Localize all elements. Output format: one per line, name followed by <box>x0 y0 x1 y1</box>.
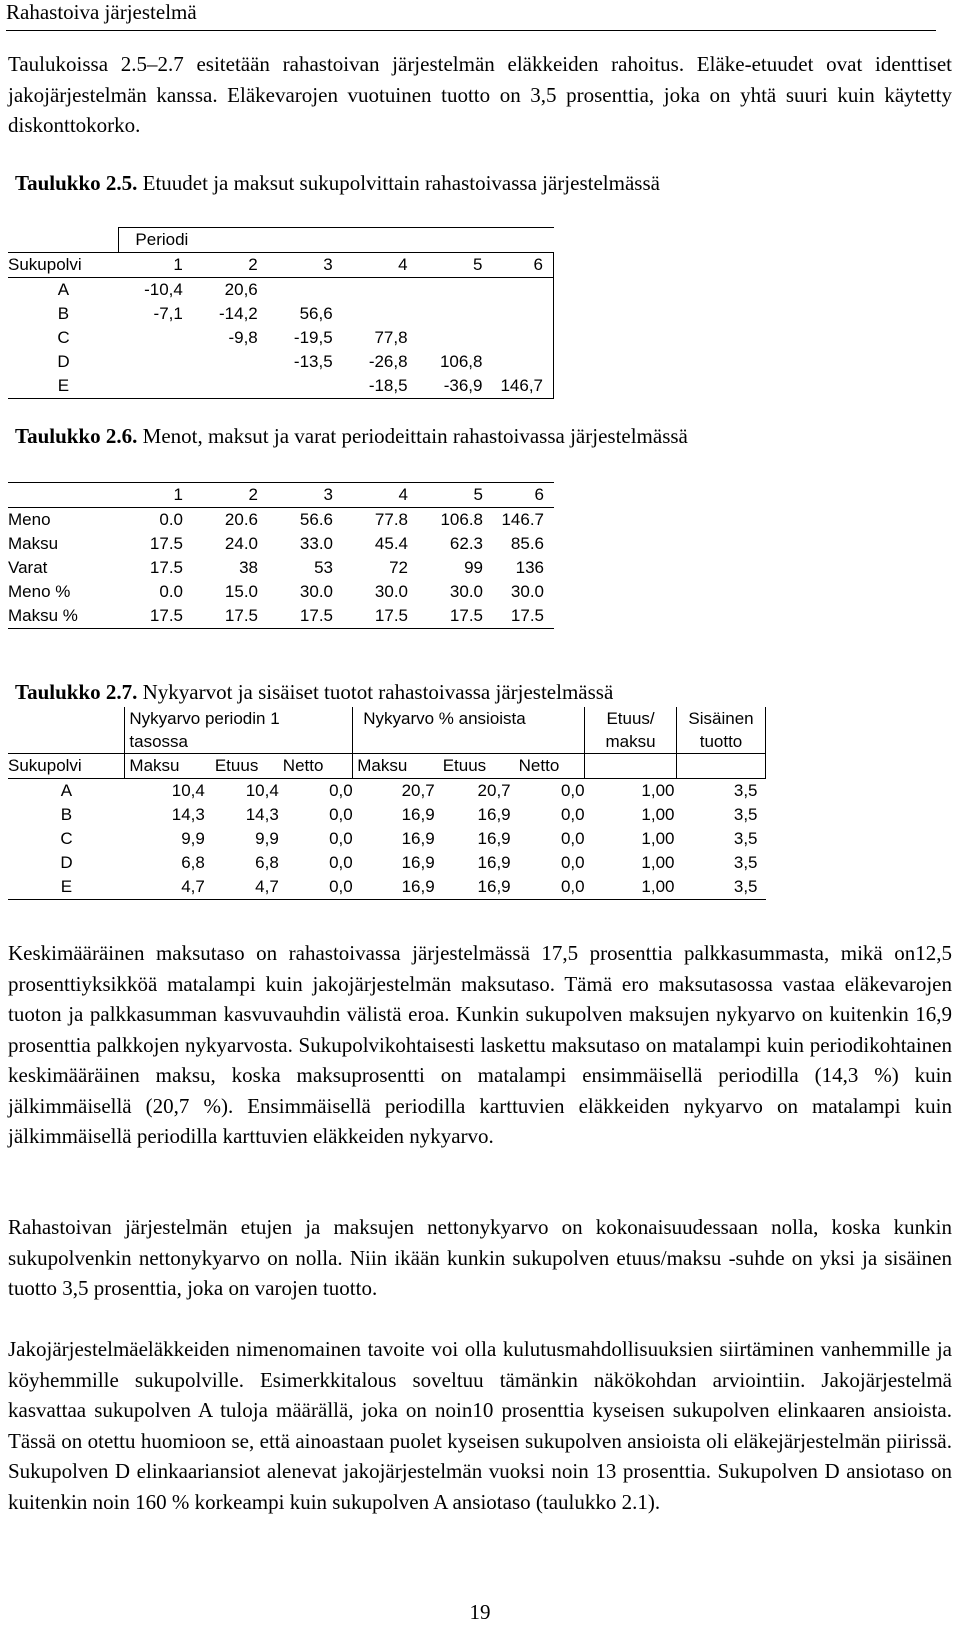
period-cell: 3 <box>258 483 333 508</box>
table-cell: -13,5 <box>293 352 333 371</box>
table-cell: 3,5 <box>733 829 758 848</box>
subcol-header: Netto <box>511 754 585 779</box>
table-2-5-header-row <box>8 253 554 278</box>
irr-line2: tuotto <box>699 732 743 751</box>
table-cell: 20.6 <box>224 510 258 529</box>
page-number: 19 <box>469 1600 491 1624</box>
table-cell: 0.0 <box>159 510 183 529</box>
table-cell: 3,5 <box>677 875 766 900</box>
table-cell: 30.0 <box>299 582 333 601</box>
table-cell: 4,7 <box>205 875 279 900</box>
table-2-6-label: Taulukko 2.6. <box>15 424 138 448</box>
table-2-7-label: Taulukko 2.7. <box>15 680 138 704</box>
table-cell: 1,00 <box>641 805 675 824</box>
table-cell: 17.5 <box>119 604 183 629</box>
row-label: B <box>57 304 70 323</box>
row-label: E <box>8 374 119 399</box>
table-cell: 3,5 <box>733 781 758 800</box>
table-cell: -9,8 <box>228 328 258 347</box>
row-label: Meno % <box>8 582 71 601</box>
group1-line2: tasossa <box>129 732 188 751</box>
table-row <box>8 350 554 374</box>
table-cell: -14,2 <box>219 304 258 323</box>
table-cell: 14,3 <box>245 805 279 824</box>
table-cell: 30.0 <box>374 582 408 601</box>
table-2-7-caption-text: Nykyarvot ja sisäiset tuotot rahastoivassa järjestelmässä <box>142 680 614 704</box>
table-2-7-caption <box>15 677 815 707</box>
row-label: B <box>60 805 73 824</box>
table-cell: 15.0 <box>224 582 258 601</box>
table-cell <box>482 350 553 374</box>
table-cell: 3,5 <box>733 853 758 872</box>
table-cell: 106.8 <box>440 510 483 529</box>
table-row <box>8 326 554 350</box>
table-cell <box>408 302 483 326</box>
table-cell: 1,00 <box>585 875 677 900</box>
period-cell: 6 <box>482 253 553 278</box>
table-cell: 16,9 <box>435 875 511 900</box>
running-header: Rahastoiva järjestelmä <box>6 0 197 24</box>
table-cell: 17.5 <box>183 604 258 629</box>
period-cell: 3 <box>258 253 333 278</box>
table-2-7-header-row <box>8 754 766 779</box>
table-cell <box>333 302 408 326</box>
row-label: D <box>60 853 73 872</box>
table-row <box>8 604 554 629</box>
ratio-line2: maksu <box>605 732 656 751</box>
table-cell: 99 <box>464 558 483 577</box>
table-cell: 16,9 <box>477 829 511 848</box>
table-2-7 <box>8 707 766 900</box>
table-2-5-periodi-row <box>8 228 554 253</box>
table-cell: 45.4 <box>374 534 408 553</box>
table-cell <box>333 278 408 303</box>
row-label: C <box>57 328 70 347</box>
table-cell: -19,5 <box>293 328 333 347</box>
group-nykyarvo-ansioista: Nykyarvo % ansioista <box>353 707 585 754</box>
table-cell: 30.0 <box>510 582 544 601</box>
table-cell: 0,0 <box>511 875 585 900</box>
table-2-5-label: Taulukko 2.5. <box>15 171 138 195</box>
group1-line1: Nykyarvo periodin 1 <box>129 709 280 728</box>
table-cell: 56.6 <box>299 510 333 529</box>
table-cell: 146,7 <box>482 374 553 399</box>
table-cell <box>119 326 183 350</box>
table-cell: 136 <box>515 558 544 577</box>
table-cell: 0,0 <box>560 829 585 848</box>
table-2-6 <box>8 482 554 629</box>
row-label: Maksu % <box>8 604 119 629</box>
table-cell: 20,6 <box>224 280 258 299</box>
table-cell: 30.0 <box>449 582 483 601</box>
table-cell <box>258 278 333 303</box>
table-cell: 72 <box>389 558 408 577</box>
table-cell: 0,0 <box>329 805 353 824</box>
table-cell: 1,00 <box>641 781 675 800</box>
irr-line1: Sisäinen <box>688 709 754 728</box>
table-cell <box>482 302 553 326</box>
table-cell: 10,4 <box>245 781 279 800</box>
row-label: Maksu <box>8 534 59 553</box>
table-cell: 56,6 <box>299 304 333 323</box>
table-cell: 0,0 <box>329 781 353 800</box>
table-cell: 77,8 <box>374 328 408 347</box>
row-label: A <box>60 781 73 800</box>
table-cell <box>408 278 483 303</box>
table-2-5 <box>8 227 554 399</box>
subcol-header: Maksu <box>353 754 435 779</box>
table-cell: 17.5 <box>408 604 483 629</box>
table-row <box>8 827 766 851</box>
table-2-6-caption <box>15 421 735 451</box>
row-header: Sukupolvi <box>8 754 125 779</box>
table-cell: -26,8 <box>368 352 408 371</box>
intro-paragraph: Taulukoissa 2.5–2.7 esitetään rahastoivan järjestelmän eläkkeiden rahoitus. Eläke-etuudet ovat identtiset jakojärjestelmän kanssa. Eläkevarojen vuotuinen tuotto on 3,5 prosenttia, joka on yhtä suuri kuin käytetty diskonttokorko. <box>8 52 952 137</box>
table-cell <box>183 350 258 374</box>
table-cell: 4,7 <box>125 875 205 900</box>
table-cell: 17.5 <box>149 534 183 553</box>
table-cell: 9,9 <box>181 829 205 848</box>
subcol-header: Etuus <box>205 754 279 779</box>
body-paragraph-2: Rahastoivan järjestelmän etujen ja maksujen nettonykyarvo on kokonaisuudessaan nolla, koska kunkin sukupolvenkin nettonykyarvo on nolla. Niin ikään kunkin sukupolven etuus/maksu -suhde on yksi ja sisäinen tuotto 3,5 prosenttia, joka on varojen tuotto. <box>8 1215 952 1300</box>
table-cell: 16,9 <box>477 853 511 872</box>
table-cell: 16,9 <box>401 853 435 872</box>
table-cell: 77.8 <box>374 510 408 529</box>
table-cell <box>482 278 553 303</box>
table-row <box>8 532 554 556</box>
table-cell: -36,9 <box>408 374 483 399</box>
table-cell: 16,9 <box>353 875 435 900</box>
row-label: C <box>60 829 73 848</box>
table-cell <box>119 374 183 399</box>
subcol-header: Netto <box>279 754 353 779</box>
table-row <box>8 803 766 827</box>
table-cell: 17.5 <box>333 604 408 629</box>
table-row <box>8 556 554 580</box>
period-cell: 1 <box>119 483 183 508</box>
period-cell: 4 <box>333 253 408 278</box>
period-header: Periodi <box>119 228 554 253</box>
table-cell: 85.6 <box>510 534 544 553</box>
table-2-7-group-row <box>8 707 766 754</box>
table-cell: 0,0 <box>560 853 585 872</box>
row-label: Meno <box>8 510 51 529</box>
table-cell: 16,9 <box>401 829 435 848</box>
table-cell: 106,8 <box>439 352 483 371</box>
table-cell: 0,0 <box>329 829 353 848</box>
body-paragraph-3: Jakojärjestelmäeläkkeiden nimenomainen tavoite voi olla kulutusmahdollisuuksien siirtäminen vanhemmille ja köyhemmille sukupolville. Esimerkkitalous soveltuu tämänkin näkökohdan arviointiin. Jakojärjestelmä kasvattaa sukupolven A tuloja määrällä, joka on noin10 prosenttia kyseisen sukupolven elinkaaren ansioista. Tässä on otettu huomioon se, että ainoastaan puolet kyseisen sukupolven ansioista oli eläkejärjestelmän piirissä. Sukupolven D elinkaariansiot alenevat jakojärjestelmän vuoksi noin 13 prosenttia. Sukupolven D ansiotaso on kuitenkin noin 160 % korkeampi kuin sukupolven A ansiotaso (taulukko 2.1). <box>8 1337 952 1514</box>
table-cell: 1,00 <box>641 853 675 872</box>
table-row <box>8 374 554 399</box>
table-2-6-header-row <box>8 483 554 508</box>
table-cell: 53 <box>314 558 333 577</box>
period-cell: 2 <box>183 483 258 508</box>
period-cell: 4 <box>333 483 408 508</box>
table-cell: 3,5 <box>733 805 758 824</box>
body-paragraph-1: Keskimääräinen maksutaso on rahastoivassa järjestelmässä 17,5 prosenttia palkkasummasta, mikä on12,5 prosenttiyksikköä matalampi kuin jakojärjestelmän maksutaso. Tämä ero maksutasossa vastaa eläkevarojen tuoton ja palkkasumman kasvuvauhdin välistä eroa. Kunkin sukupolven maksujen nykyarvo on kuitenkin 16,9 prosenttia palkkojen nykyarvosta. Sukupolvikohtaisesti laskettu maksutaso on matalampi kuin periodikohtainen keskimääräinen maksu, koska maksuprosentti on matalampi ensimmäisellä periodilla (14,3 %) kuin jälkimmäisellä (20,7 %). Ensimmäisellä periodilla karttuvien eläkkeiden nykyarvo on matalampi kuin jälkimmäisellä periodilla karttuvien eläkkeiden nykyarvo. <box>8 941 952 1148</box>
table-cell <box>119 350 183 374</box>
table-cell: 16,9 <box>477 805 511 824</box>
row-label: D <box>57 352 70 371</box>
table-2-5-caption-text: Etuudet ja maksut sukupolvittain rahastoivassa järjestelmässä <box>142 171 660 195</box>
table-2-5-caption <box>15 168 735 198</box>
period-cell: 2 <box>183 253 258 278</box>
period-cell: 6 <box>483 483 554 508</box>
table-cell <box>482 326 553 350</box>
table-cell: 1,00 <box>641 829 675 848</box>
group-etuus-maksu <box>585 707 677 754</box>
group-sisainen-tuotto <box>677 707 766 754</box>
table-row <box>8 779 766 804</box>
table-cell: -7,1 <box>153 304 183 323</box>
row-label: Varat <box>8 558 48 577</box>
table-cell <box>258 374 333 399</box>
table-cell: 17.5 <box>483 604 554 629</box>
period-cell: 1 <box>119 253 183 278</box>
table-cell <box>408 326 483 350</box>
table-row <box>8 508 554 533</box>
table-cell: 33.0 <box>299 534 333 553</box>
table-cell: 17.5 <box>258 604 333 629</box>
table-cell: 20,7 <box>477 781 511 800</box>
row-label: E <box>8 875 125 900</box>
table-2-6-caption-text: Menot, maksut ja varat periodeittain rahastoivassa järjestelmässä <box>142 424 688 448</box>
table-row <box>8 875 766 900</box>
group-nykyarvo-periodin <box>125 707 353 754</box>
table-cell: 0,0 <box>560 805 585 824</box>
table-row <box>8 302 554 326</box>
subcol-header: Etuus <box>435 754 511 779</box>
table-row <box>8 851 766 875</box>
header-rule <box>6 30 936 31</box>
table-cell: 0.0 <box>159 582 183 601</box>
table-cell: 24.0 <box>224 534 258 553</box>
subcol-header: Maksu <box>125 754 205 779</box>
table-cell: 6,8 <box>255 853 279 872</box>
ratio-line1: Etuus/ <box>606 709 655 728</box>
period-cell: 5 <box>408 253 483 278</box>
table-cell: 6,8 <box>181 853 205 872</box>
table-cell: 20,7 <box>401 781 435 800</box>
table-cell: 0,0 <box>329 853 353 872</box>
table-cell: 62.3 <box>449 534 483 553</box>
table-row <box>8 278 554 303</box>
row-label: A <box>57 280 70 299</box>
table-cell: 14,3 <box>171 805 205 824</box>
table-cell: 38 <box>239 558 258 577</box>
table-cell: 0,0 <box>560 781 585 800</box>
row-header: Sukupolvi <box>8 253 119 278</box>
period-cell: 5 <box>408 483 483 508</box>
table-cell <box>183 374 258 399</box>
table-cell: 146.7 <box>501 510 544 529</box>
table-cell: -10,4 <box>144 280 183 299</box>
table-row <box>8 580 554 604</box>
table-cell: 9,9 <box>255 829 279 848</box>
table-cell: -18,5 <box>333 374 408 399</box>
table-cell: 17.5 <box>149 558 183 577</box>
table-cell: 10,4 <box>171 781 205 800</box>
table-cell: 0,0 <box>279 875 353 900</box>
table-cell: 16,9 <box>401 805 435 824</box>
